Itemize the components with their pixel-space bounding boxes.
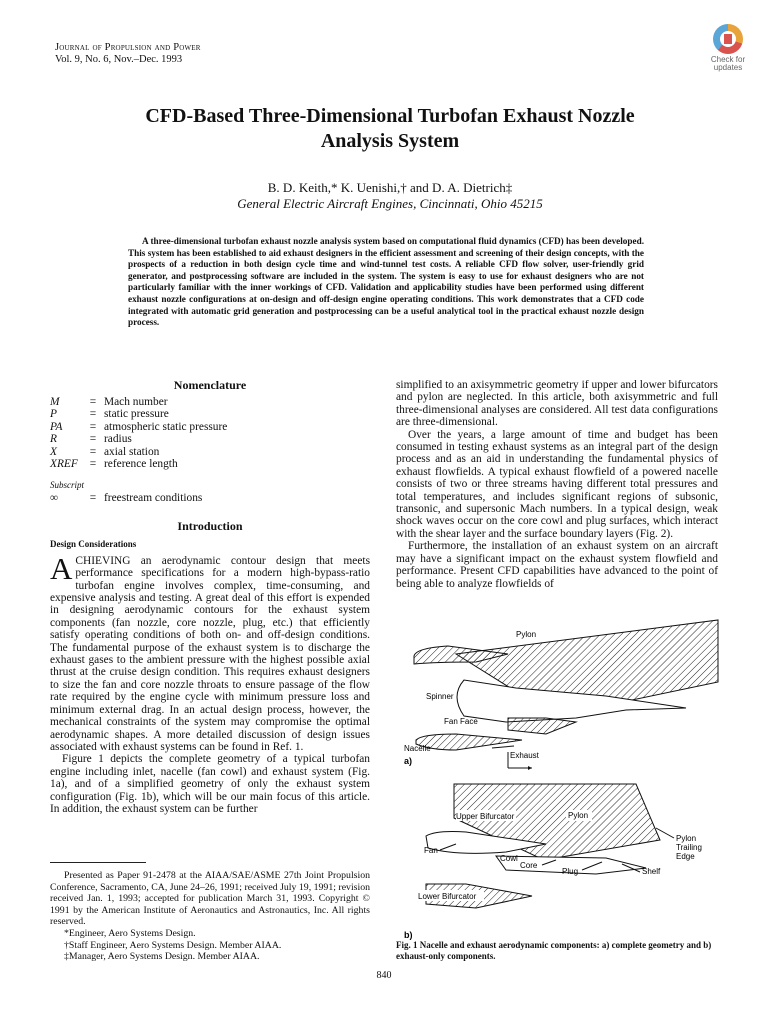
intro-paragraph-2: Figure 1 depicts the complete geometry of a typical turbofan engine including inlet, nacelle (fan cowl) and exhaust system (Fig. 1a), and of a simplified geometry of only the exhaust system configuration (Fig. 1b), which will be our main focus of this article. In addition, the exhaust system can be further xyxy=(50,753,370,815)
footnote-received: Presented as Paper 91-2478 at the AIAA/SAE/ASME 27th Joint Propulsion Conference, Sacramento, CA, June 24–26, 1991; received July 19, 1991; revision received Jan. 1, 1993; accepted for publication March 31, 1993. Copyright © 1991 by the American Institute of Aeronautics and Astronautics, Inc. All rights reserved. xyxy=(50,870,370,928)
nomenclature-heading: Nomenclature xyxy=(173,378,247,392)
nomenclature-row: X = axial station xyxy=(50,445,160,458)
panel-b-label: b) xyxy=(404,930,413,940)
nomenclature-row: XREF = reference length xyxy=(50,458,178,471)
badge-line1: Check for xyxy=(710,55,746,64)
label-fan: Fan xyxy=(424,846,438,855)
page-number: 840 xyxy=(376,970,392,981)
figure-caption: Fig. 1 Nacelle and exhaust aerodynamic components: a) complete geometry and b) exhaust-only components. xyxy=(396,940,712,961)
drop-cap: A xyxy=(50,550,73,586)
label-pylon-trailing-2: Trailing xyxy=(676,843,702,852)
footnote-2: †Staff Engineer, Aero Systems Design. Member AIAA. xyxy=(64,939,282,951)
label-core: Core xyxy=(520,861,538,870)
journal-issue: Vol. 9, No. 6, Nov.–Dec. 1993 xyxy=(55,54,183,65)
introduction-section xyxy=(50,520,370,815)
introduction-heading: Introduction xyxy=(177,519,243,533)
label-nacelle: Nacelle xyxy=(404,744,431,753)
label-plug: Plug xyxy=(562,867,579,876)
abstract: A three-dimensional turbofan exhaust nozzle analysis system based on computational fluid dynamics (CFD) has been developed. This system has been established to aid exhaust designers in the efficient assessment and screening of their design concepts, with the prospects of a reduction in both design cycle time and wind-tunnel test costs. A reliable CFD flow solver, user-friendly grid generator, and postprocessing software are included in the system. The system is easy to use for exhaust designers who are not particularly familiar with the inner workings of CFD. Validation and applicability studies have been performed using different exhaust nozzle configurations at on-design and off-design engine operating conditions. This work demonstrates that a CFD code integrated with automatic grid generation and postprocessing can be a useful analytical tool in the practical exhaust nozzle design process. xyxy=(128,236,644,328)
right-column-text xyxy=(396,379,718,590)
label-lower-bifurcator: Lower Bifurcator xyxy=(418,892,477,901)
label-pylon-trailing-3: Edge xyxy=(676,852,695,861)
label-fan-face: Fan Face xyxy=(444,717,478,726)
affiliation: General Electric Aircraft Engines, Cincinnati, Ohio 45215 xyxy=(237,196,543,211)
nomenclature-row: R = radius xyxy=(50,433,132,446)
label-pylon-b: Pylon xyxy=(568,811,589,820)
journal-name: Journal of Propulsion and Power xyxy=(55,42,201,53)
nomenclature-row: PA = atmospheric static pressure xyxy=(50,420,228,433)
nomenclature-row: M = Mach number xyxy=(50,396,168,408)
right-paragraph-1: simplified to an axisymmetric geometry if upper and lower bifurcators and pylon are neglected. In this article, both axisymmetric and full three-dimensional analyses are considered. All test data configurations are three-dimensional. xyxy=(396,379,718,429)
design-considerations-subheading: Design Considerations xyxy=(50,539,137,550)
footnote-3: ‡Manager, Aero Systems Design. Member AIAA. xyxy=(64,951,260,963)
label-cowl: Cowl xyxy=(500,854,518,863)
check-for-updates-badge[interactable] xyxy=(704,22,752,78)
title-line-2: Analysis System xyxy=(320,130,460,152)
intro-paragraph-1: ACHIEVING an aerodynamic contour design that meets performance specifications for a modern high-bypass-ratio turbofan engine involves complex, time-consuming, and expensive analysis and testing. A great deal of this effort is expended in designing aerodynamic contours for the exhaust system components (fan nozzle, core nozzle, plug, etc.) that efficiently satisfy operating conditions of both on- and off-design conditions. The fundamental purpose of the exhaust system is to discharge the exhaust gases to the ambient pressure with the highest possible axial thrust at the cruise design condition. This requires exhaust designers to size the fan and core nozzle throats to ensure passage of the flow rate required by the engine cycle with minimum pressure loss and minimum external drag. In an actual design process, however, the mechanical constraints of the system may compromise the optimal aerodynamic shapes. A more detailed discussion of design issues associated with exhaust systems can be found in Ref. 1. xyxy=(50,550,370,753)
label-spinner: Spinner xyxy=(426,692,454,701)
title-line-1: CFD-Based Three-Dimensional Turbofan Exhaust Nozzle xyxy=(145,105,635,127)
nomenclature-section xyxy=(50,378,370,505)
label-pylon-a: Pylon xyxy=(516,630,537,639)
core-cowl-shape xyxy=(508,718,576,734)
badge-line2: updates xyxy=(713,63,743,72)
subscript-row: ∞ = freestream conditions xyxy=(50,492,203,505)
subscript-label: Subscript xyxy=(50,480,85,491)
right-paragraph-2: Over the years, a large amount of time and budget has been consumed in testing exhaust systems as an integral part of the design process and as an aid in understanding the fundamental physics of exhaust flowfields. A typical exhaust flowfield of a powered nacelle consists of two or three streams having different total pressures and total temperatures, and includes significant regions of subsonic, transonic, and supersonic Mach numbers. In a typical design, weak shock waves occur on the core cowl and plug surfaces, which interact with the shear layer and the surface boundary layers (Fig. 2). xyxy=(396,428,718,540)
article-title xyxy=(60,104,720,154)
authors: B. D. Keith,* K. Uenishi,† and D. A. Dietrich‡ xyxy=(267,180,513,195)
footnote-1: *Engineer, Aero Systems Design. xyxy=(64,927,196,939)
label-exhaust: Exhaust xyxy=(510,751,539,760)
right-paragraph-3: Furthermore, the installation of an exhaust system on an aircraft may have a significant impact on the exhaust system flowfield and performance. Present CFD capabilities have advanced to the point of being able to analyze flowfields of xyxy=(396,540,718,590)
journal-header xyxy=(55,42,201,66)
label-shelf: Shelf xyxy=(642,867,661,876)
nomenclature-row: P = static pressure xyxy=(50,408,169,421)
figure-1 xyxy=(396,612,726,942)
footnotes xyxy=(50,870,370,963)
figure-1a xyxy=(404,620,718,770)
panel-a-label: a) xyxy=(404,756,413,766)
figure-1b xyxy=(404,784,702,940)
label-pylon-trailing-1: Pylon xyxy=(676,834,697,843)
footnote-divider xyxy=(50,862,146,863)
crossmark-icon xyxy=(713,24,743,54)
label-upper-bifurcator: Upper Bifurcator xyxy=(456,812,515,821)
nacelle-lower-shape xyxy=(416,734,522,750)
